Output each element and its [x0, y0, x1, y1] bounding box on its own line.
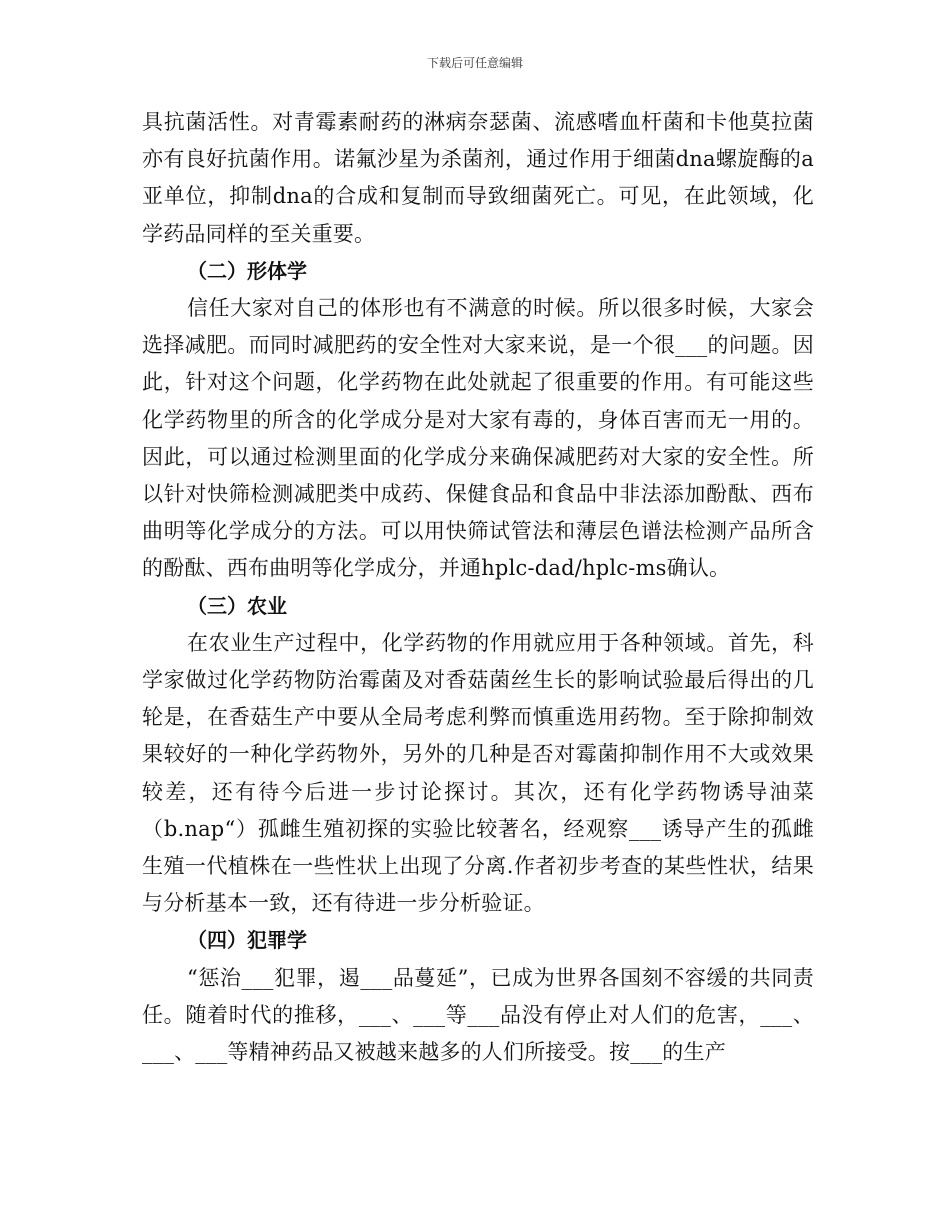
document-body	[142, 104, 814, 1071]
section-heading-morphology: （二）形体学	[187, 258, 307, 283]
paragraph-criminology: “惩治___犯罪，遏___品蔓延”，已成为世界各国刻不容缓的共同责任。随着时代的推移，___、___等___品没有停止对人们的危害，___、___、___等精神药品又被越来越多的人们所接受。按___的生产	[142, 965, 814, 1065]
page-header: 下载后可任意编辑	[426, 56, 523, 70]
section-heading-criminology: （四）犯罪学	[187, 928, 307, 953]
paragraph-weight-loss: 信任大家对自己的体形也有不满意的时候。所以很多时候，大家会选择减肥。而同时减肥药的安全性对大家来说，是一个很___的问题。因此，针对这个问题，化学药物在此处就起了很重要的作用。有可能这些化学药物里的所含的化学成分是对大家有毒的，身体百害而无一用的。因此，可以通过检测里面的化学成分来确保减肥药对大家的安全性。所以针对快筛检测减肥类中成药、保健食品和食品中非法添加酚酞、西布曲明等化学成分的方法。可以用快筛试管法和薄层色谱法检测产品所含的酚酞、西布曲明等化学成分，并通hplc-dad/hplc-ms确认。	[142, 296, 814, 581]
paragraph-agriculture: 在农业生产过程中，化学药物的作用就应用于各种领域。首先，科学家做过化学药物防治霉菌及对香菇菌丝生长的影响试验最后得出的几轮是，在香菇生产中要从全局考虑利弊而慎重选用药物。至于除抑制效果较好的一种化学药物外，另外的几种是否对霉菌抑制作用不大或效果较差，还有待今后进一步讨论探讨。其次，还有化学药物诱导油菜（b.nap“）孤雌生殖初探的实验比较著名，经观察___诱导产生的孤雌生殖一代植株在一些性状上出现了分离.作者初步考查的某些性状，结果与分析基本一致，还有待进一步分析验证。	[142, 630, 814, 916]
section-heading-agriculture: （三）农业	[187, 593, 287, 618]
paragraph-antibacterial: 具抗菌活性。对青霉素耐药的淋病奈瑟菌、流感嗜血杆菌和卡他莫拉菌亦有良好抗菌作用。诺氟沙星为杀菌剂，通过作用于细菌dna螺旋酶的a亚单位，抑制dna的合成和复制而导致细菌死亡。可见，在此领域，化学药品同样的至关重要。	[142, 110, 814, 246]
